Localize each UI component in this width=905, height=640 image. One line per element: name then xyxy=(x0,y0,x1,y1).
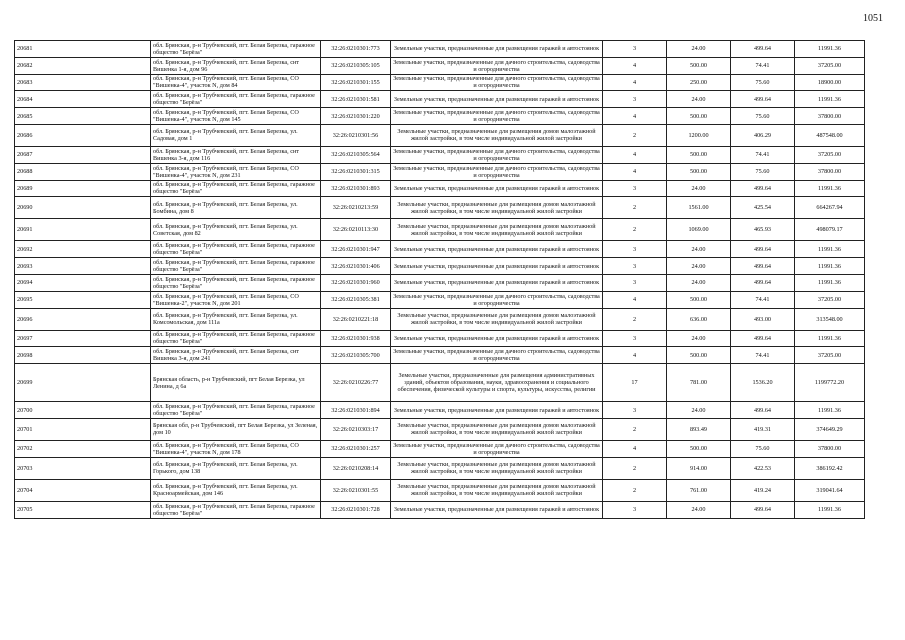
area-value: 24.00 xyxy=(667,241,731,258)
specific-value: 499.64 xyxy=(731,41,795,58)
specific-value: 75.60 xyxy=(731,74,795,91)
table-row xyxy=(15,180,865,197)
cadastral-number: 32:26:0210301:155 xyxy=(321,74,391,91)
cadastral-value: 11991.36 xyxy=(795,91,865,108)
cadastral-value: 11991.36 xyxy=(795,274,865,291)
address-cell: обл. Брянская, р-н Трубчевский, пгт. Белая Березка, ул. Горького, дом 138 xyxy=(151,457,321,479)
area-value: 500.00 xyxy=(667,291,731,308)
table-row xyxy=(15,91,865,108)
cadastral-number: 32:26:0210301:315 xyxy=(321,163,391,180)
group-code: 4 xyxy=(603,74,667,91)
record-number: 20685 xyxy=(15,108,151,125)
group-code: 3 xyxy=(603,91,667,108)
address-cell: обл. Брянская, р-н Трубчевский, пгт. Белая Березка, гаражное общество "Берёза" xyxy=(151,274,321,291)
record-number: 20688 xyxy=(15,163,151,180)
address-cell: обл. Брянская, р-н Трубчевский, пгт. Белая Березка, снт Вишенка 3-я, дом 241 xyxy=(151,347,321,364)
land-use-type: Земельные участки, предназначенные для размещения домов малоэтажной жилой застройки, в том числе индивидуальной жилой застройки xyxy=(391,219,603,241)
group-code: 2 xyxy=(603,124,667,146)
address-cell: обл. Брянская, р-н Трубчевский, пгт. Белая Березка, ул. Комсомольская, дом 111а xyxy=(151,308,321,330)
cadastral-value: 11991.36 xyxy=(795,258,865,275)
table-body xyxy=(15,41,865,519)
record-number: 20691 xyxy=(15,219,151,241)
land-use-type: Земельные участки, предназначенные для дачного строительства, садоводства и огородничества xyxy=(391,57,603,74)
land-use-type: Земельные участки, предназначенные для размещения гаражей и автостоянок xyxy=(391,402,603,419)
address-cell: обл. Брянская, р-н Трубчевский, пгт. Белая Березка, гаражное общество "Берёза" xyxy=(151,91,321,108)
cadastral-number: 32:26:0210301:581 xyxy=(321,91,391,108)
cadastral-number: 32:26:0210303:17 xyxy=(321,418,391,440)
address-cell: обл. Брянская, р-н Трубчевский, пгт. Белая Березка, гаражное общество "Берёза" xyxy=(151,402,321,419)
cadastral-number: 32:26:0210213:59 xyxy=(321,197,391,219)
cadastral-value: 1199772.20 xyxy=(795,364,865,402)
land-use-type: Земельные участки, предназначенные для дачного строительства, садоводства и огородничества xyxy=(391,440,603,457)
cadastral-number: 32:26:0210208:14 xyxy=(321,457,391,479)
area-value: 500.00 xyxy=(667,146,731,163)
specific-value: 499.64 xyxy=(731,180,795,197)
land-use-type: Земельные участки, предназначенные для размещения домов малоэтажной жилой застройки, в том числе индивидуальной жилой застройки xyxy=(391,457,603,479)
record-number: 20693 xyxy=(15,258,151,275)
cadastral-number: 32:26:0210305:381 xyxy=(321,291,391,308)
area-value: 781.00 xyxy=(667,364,731,402)
record-number: 20696 xyxy=(15,308,151,330)
cadastral-value: 11991.36 xyxy=(795,41,865,58)
address-cell: обл. Брянская, р-н Трубчевский, пгт. Белая Березка, СО "Вишенка-2", участок N, дом 201 xyxy=(151,291,321,308)
record-number: 20699 xyxy=(15,364,151,402)
group-code: 17 xyxy=(603,364,667,402)
cadastral-value: 11991.36 xyxy=(795,241,865,258)
address-cell: обл. Брянская, р-н Трубчевский, пгт. Белая Березка, гаражное общество "Берёза" xyxy=(151,180,321,197)
group-code: 4 xyxy=(603,146,667,163)
record-number: 20687 xyxy=(15,146,151,163)
cadastral-number: 32:26:0210301:947 xyxy=(321,241,391,258)
record-number: 20698 xyxy=(15,347,151,364)
land-use-type: Земельные участки, предназначенные для размещения домов малоэтажной жилой застройки, в том числе индивидуальной жилой застройки xyxy=(391,418,603,440)
cadastral-number: 32:26:0210301:960 xyxy=(321,274,391,291)
record-number: 20684 xyxy=(15,91,151,108)
table-row xyxy=(15,418,865,440)
area-value: 1069.00 xyxy=(667,219,731,241)
cadastral-number: 32:26:0210221:18 xyxy=(321,308,391,330)
table-row xyxy=(15,457,865,479)
cadastral-value: 313548.00 xyxy=(795,308,865,330)
address-cell: обл. Брянская, р-н Трубчевский, пгт. Белая Березка, ул. Советская, дом 82 xyxy=(151,219,321,241)
cadastral-value: 498079.17 xyxy=(795,219,865,241)
specific-value: 74.41 xyxy=(731,146,795,163)
cadastral-value: 37800.00 xyxy=(795,440,865,457)
area-value: 24.00 xyxy=(667,180,731,197)
cadastral-value: 37800.00 xyxy=(795,163,865,180)
group-code: 2 xyxy=(603,418,667,440)
area-value: 24.00 xyxy=(667,330,731,347)
record-number: 20705 xyxy=(15,501,151,518)
record-number: 20694 xyxy=(15,274,151,291)
address-cell: обл. Брянская, р-н Трубчевский, пгт. Белая Березка, снт Вишенка 1-я, дом 96 xyxy=(151,57,321,74)
table-row xyxy=(15,108,865,125)
land-use-type: Земельные участки, предназначенные для дачного строительства, садоводства и огородничества xyxy=(391,163,603,180)
land-use-type: Земельные участки, предназначенные для дачного строительства, садоводства и огородничества xyxy=(391,108,603,125)
table-row xyxy=(15,308,865,330)
land-registry-table xyxy=(14,40,865,519)
land-use-type: Земельные участки, предназначенные для размещения гаражей и автостоянок xyxy=(391,501,603,518)
cadastral-value: 374649.29 xyxy=(795,418,865,440)
specific-value: 499.64 xyxy=(731,91,795,108)
table-row xyxy=(15,402,865,419)
cadastral-number: 32:26:0210301:773 xyxy=(321,41,391,58)
cadastral-number: 32:26:0210301:257 xyxy=(321,440,391,457)
area-value: 500.00 xyxy=(667,57,731,74)
table-row xyxy=(15,163,865,180)
table-row xyxy=(15,347,865,364)
specific-value: 406.29 xyxy=(731,124,795,146)
table-row xyxy=(15,479,865,501)
cadastral-number: 32:26:0210301:55 xyxy=(321,479,391,501)
record-number: 20701 xyxy=(15,418,151,440)
area-value: 500.00 xyxy=(667,347,731,364)
table-row xyxy=(15,57,865,74)
specific-value: 422.53 xyxy=(731,457,795,479)
specific-value: 74.41 xyxy=(731,291,795,308)
record-number: 20681 xyxy=(15,41,151,58)
cadastral-value: 37800.00 xyxy=(795,108,865,125)
cadastral-number: 32:26:0210305:700 xyxy=(321,347,391,364)
group-code: 3 xyxy=(603,501,667,518)
group-code: 2 xyxy=(603,479,667,501)
area-value: 1200.00 xyxy=(667,124,731,146)
record-number: 20700 xyxy=(15,402,151,419)
address-cell: обл. Брянская, р-н Трубчевский, пгт. Белая Березка, гаражное общество "Берёза" xyxy=(151,501,321,518)
cadastral-value: 11991.36 xyxy=(795,501,865,518)
record-number: 20703 xyxy=(15,457,151,479)
address-cell: Брянская область, р-н Трубчевский, пгт Белая Березка, ул Ленина, д 6а xyxy=(151,364,321,402)
group-code: 2 xyxy=(603,308,667,330)
group-code: 4 xyxy=(603,163,667,180)
record-number: 20697 xyxy=(15,330,151,347)
specific-value: 499.64 xyxy=(731,501,795,518)
record-number: 20702 xyxy=(15,440,151,457)
cadastral-value: 37205.00 xyxy=(795,291,865,308)
group-code: 3 xyxy=(603,402,667,419)
group-code: 4 xyxy=(603,57,667,74)
land-use-type: Земельные участки, предназначенные для размещения домов малоэтажной жилой застройки, в том числе индивидуальной жилой застройки xyxy=(391,308,603,330)
table-row xyxy=(15,440,865,457)
cadastral-number: 32:26:0210301:893 xyxy=(321,180,391,197)
land-use-type: Земельные участки, предназначенные для размещения гаражей и автостоянок xyxy=(391,180,603,197)
cadastral-number: 32:26:0210301:938 xyxy=(321,330,391,347)
specific-value: 74.41 xyxy=(731,57,795,74)
record-number: 20686 xyxy=(15,124,151,146)
address-cell: обл. Брянская, р-н Трубчевский, пгт. Белая Березка, гаражное общество "Берёза" xyxy=(151,330,321,347)
area-value: 636.00 xyxy=(667,308,731,330)
address-cell: обл. Брянская, р-н Трубчевский, пгт. Белая Березка, гаражное общество "Берёза" xyxy=(151,241,321,258)
address-cell: обл. Брянская, р-н Трубчевский, пгт. Белая Березка, гаражное общество "Берёза" xyxy=(151,41,321,58)
group-code: 4 xyxy=(603,440,667,457)
area-value: 914.00 xyxy=(667,457,731,479)
specific-value: 499.64 xyxy=(731,258,795,275)
cadastral-number: 32:26:0210305:564 xyxy=(321,146,391,163)
land-use-type: Земельные участки, предназначенные для размещения домов малоэтажной жилой застройки, в том числе индивидуальной жилой застройки xyxy=(391,197,603,219)
area-value: 24.00 xyxy=(667,501,731,518)
land-use-type: Земельные участки, предназначенные для размещения гаражей и автостоянок xyxy=(391,258,603,275)
cadastral-number: 32:26:0210301:894 xyxy=(321,402,391,419)
group-code: 3 xyxy=(603,330,667,347)
group-code: 3 xyxy=(603,258,667,275)
address-cell: обл. Брянская, р-н Трубчевский, пгт. Белая Березка, ул. Садовая, дом 1 xyxy=(151,124,321,146)
cadastral-value: 11991.36 xyxy=(795,180,865,197)
cadastral-value: 37205.00 xyxy=(795,146,865,163)
table-row xyxy=(15,219,865,241)
cadastral-value: 319041.64 xyxy=(795,479,865,501)
specific-value: 1536.20 xyxy=(731,364,795,402)
cadastral-value: 11991.36 xyxy=(795,402,865,419)
specific-value: 499.64 xyxy=(731,330,795,347)
specific-value: 75.60 xyxy=(731,108,795,125)
group-code: 2 xyxy=(603,219,667,241)
address-cell: обл. Брянская, р-н Трубчевский, пгт. Белая Березка, СО "Вишенка-4", участок N, дом 84 xyxy=(151,74,321,91)
record-number: 20683 xyxy=(15,74,151,91)
specific-value: 499.64 xyxy=(731,402,795,419)
table-row xyxy=(15,241,865,258)
specific-value: 75.60 xyxy=(731,440,795,457)
table-row xyxy=(15,74,865,91)
area-value: 24.00 xyxy=(667,258,731,275)
land-use-type: Земельные участки, предназначенные для размещения гаражей и автостоянок xyxy=(391,330,603,347)
cadastral-number: 32:26:0210301:220 xyxy=(321,108,391,125)
area-value: 500.00 xyxy=(667,108,731,125)
area-value: 24.00 xyxy=(667,91,731,108)
group-code: 3 xyxy=(603,241,667,258)
cadastral-number: 32:26:0210301:728 xyxy=(321,501,391,518)
group-code: 2 xyxy=(603,457,667,479)
cadastral-number: 32:26:0210301:56 xyxy=(321,124,391,146)
address-cell: обл. Брянская, р-н Трубчевский, пгт. Белая Березка, СО "Вишенка-4", участок N, дом 145 xyxy=(151,108,321,125)
land-use-type: Земельные участки, предназначенные для размещения домов малоэтажной жилой застройки, в том числе индивидуальной жилой застройки xyxy=(391,124,603,146)
cadastral-number: 32:26:0210226:77 xyxy=(321,364,391,402)
land-use-type: Земельные участки, предназначенные для размещения гаражей и автостоянок xyxy=(391,41,603,58)
specific-value: 493.00 xyxy=(731,308,795,330)
record-number: 20692 xyxy=(15,241,151,258)
record-number: 20682 xyxy=(15,57,151,74)
land-use-type: Земельные участки, предназначенные для размещения домов малоэтажной жилой застройки, в том числе индивидуальной жилой застройки xyxy=(391,479,603,501)
table-row xyxy=(15,364,865,402)
table-row xyxy=(15,41,865,58)
land-use-type: Земельные участки, предназначенные для дачного строительства, садоводства и огородничества xyxy=(391,347,603,364)
area-value: 893.49 xyxy=(667,418,731,440)
land-use-type: Земельные участки, предназначенные для размещения гаражей и автостоянок xyxy=(391,91,603,108)
cadastral-value: 386192.42 xyxy=(795,457,865,479)
specific-value: 499.64 xyxy=(731,274,795,291)
specific-value: 419.31 xyxy=(731,418,795,440)
group-code: 4 xyxy=(603,108,667,125)
cadastral-value: 37205.00 xyxy=(795,347,865,364)
group-code: 3 xyxy=(603,274,667,291)
cadastral-value: 11991.36 xyxy=(795,330,865,347)
cadastral-value: 37205.00 xyxy=(795,57,865,74)
area-value: 24.00 xyxy=(667,402,731,419)
specific-value: 499.64 xyxy=(731,241,795,258)
record-number: 20690 xyxy=(15,197,151,219)
land-use-type: Земельные участки, предназначенные для размещения гаражей и автостоянок xyxy=(391,274,603,291)
cadastral-number: 32:26:0210113:30 xyxy=(321,219,391,241)
area-value: 250.00 xyxy=(667,74,731,91)
address-cell: обл. Брянская, р-н Трубчевский, пгт. Белая Березка, ул. Красноармейская, дом 146 xyxy=(151,479,321,501)
table-row xyxy=(15,146,865,163)
cadastral-value: 487548.00 xyxy=(795,124,865,146)
record-number: 20695 xyxy=(15,291,151,308)
address-cell: обл. Брянская, р-н Трубчевский, пгт. Белая Березка, СО "Вишенка-4", участок N, дом 231 xyxy=(151,163,321,180)
group-code: 4 xyxy=(603,347,667,364)
page-number: 1051 xyxy=(863,13,883,24)
group-code: 3 xyxy=(603,41,667,58)
area-value: 24.00 xyxy=(667,41,731,58)
table-row xyxy=(15,330,865,347)
table-row xyxy=(15,258,865,275)
land-use-type: Земельные участки, предназначенные для дачного строительства, садоводства и огородничества xyxy=(391,291,603,308)
area-value: 24.00 xyxy=(667,274,731,291)
cadastral-number: 32:26:0210305:105 xyxy=(321,57,391,74)
land-use-type: Земельные участки, предназначенные для дачного строительства, садоводства и огородничества xyxy=(391,74,603,91)
address-cell: обл. Брянская, р-н Трубчевский, пгт. Белая Березка, ул. Бомбина, дом 8 xyxy=(151,197,321,219)
record-number: 20704 xyxy=(15,479,151,501)
table-row xyxy=(15,274,865,291)
land-use-type: Земельные участки, предназначенные для размещения административных зданий, объектов образования, науки, здравоохранения и социального обеспечения, физической культуры и спорта, культуры, искусства, религии xyxy=(391,364,603,402)
table-row xyxy=(15,197,865,219)
group-code: 4 xyxy=(603,291,667,308)
specific-value: 425.54 xyxy=(731,197,795,219)
group-code: 2 xyxy=(603,197,667,219)
cadastral-value: 18900.00 xyxy=(795,74,865,91)
area-value: 500.00 xyxy=(667,440,731,457)
specific-value: 419.24 xyxy=(731,479,795,501)
address-cell: Брянская обл, р-н Трубчевский, пгт Белая Березка, ул Зеленая, дом 10 xyxy=(151,418,321,440)
table-row xyxy=(15,501,865,518)
address-cell: обл. Брянская, р-н Трубчевский, пгт. Белая Березка, снт Вишенка 3-я, дом 116 xyxy=(151,146,321,163)
area-value: 500.00 xyxy=(667,163,731,180)
specific-value: 465.93 xyxy=(731,219,795,241)
area-value: 761.00 xyxy=(667,479,731,501)
specific-value: 75.60 xyxy=(731,163,795,180)
table-row xyxy=(15,291,865,308)
specific-value: 74.41 xyxy=(731,347,795,364)
address-cell: обл. Брянская, р-н Трубчевский, пгт. Белая Березка, гаражное общество "Берёза" xyxy=(151,258,321,275)
cadastral-number: 32:26:0210301:406 xyxy=(321,258,391,275)
record-number: 20689 xyxy=(15,180,151,197)
land-use-type: Земельные участки, предназначенные для дачного строительства, садоводства и огородничества xyxy=(391,146,603,163)
cadastral-value: 664267.94 xyxy=(795,197,865,219)
group-code: 3 xyxy=(603,180,667,197)
table-row xyxy=(15,124,865,146)
land-use-type: Земельные участки, предназначенные для размещения гаражей и автостоянок xyxy=(391,241,603,258)
address-cell: обл. Брянская, р-н Трубчевский, пгт. Белая Березка, СО "Вишенка-4", участок N, дом 178 xyxy=(151,440,321,457)
area-value: 1561.00 xyxy=(667,197,731,219)
